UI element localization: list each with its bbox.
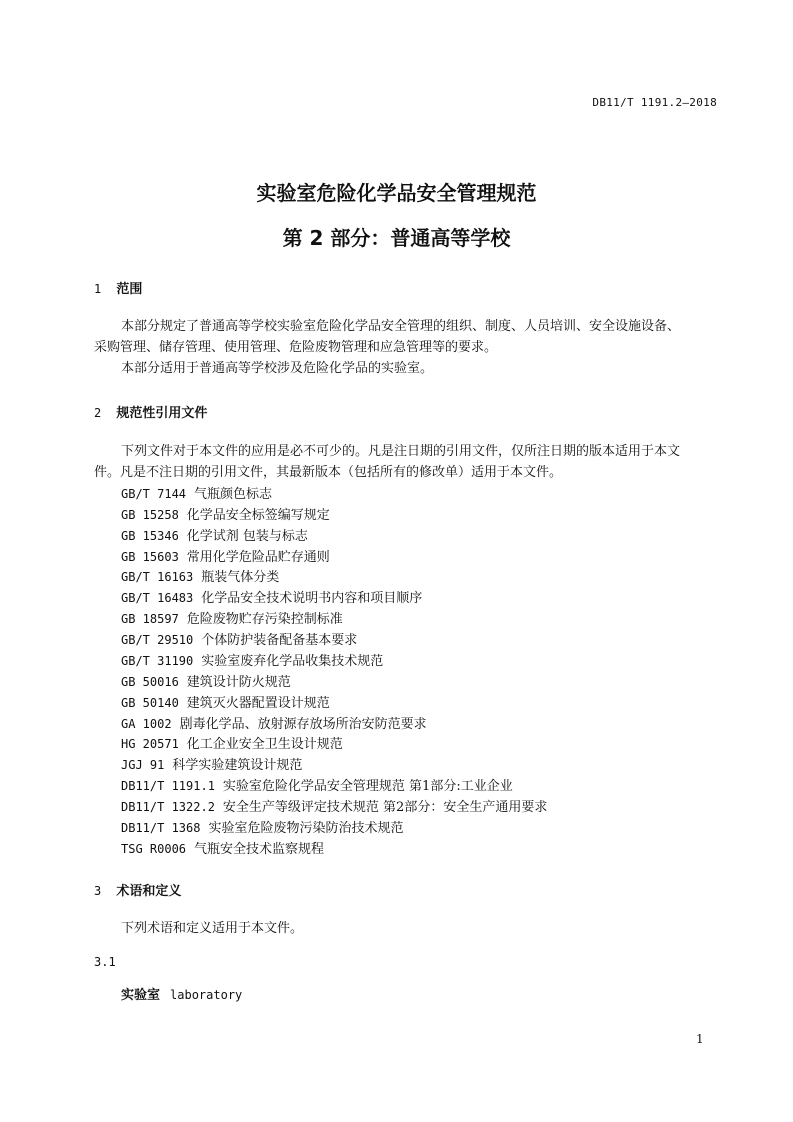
reference-item: [121, 483, 272, 502]
reference-item: [121, 817, 404, 836]
reference-item: [121, 629, 357, 648]
reference-item: [121, 566, 279, 585]
reference-item: [121, 754, 302, 773]
reference-item: [121, 525, 308, 544]
section-number: 2: [94, 406, 102, 420]
paragraph-line: 采购管理、储存管理、使用管理、危险废物管理和应急管理等的要求。: [94, 340, 498, 355]
reference-title: 建筑设计防火规范: [186, 675, 291, 690]
page-number: 1: [696, 1032, 704, 1046]
reference-code: GA 1002: [121, 717, 172, 731]
paragraph-line: 下列文件对于本文件的应用是必不可少的。凡是注日期的引用文件，仅所注日期的版本适用于本文: [121, 444, 681, 459]
reference-code: GB/T 31190: [121, 654, 194, 668]
reference-item: [121, 587, 422, 606]
reference-item: [121, 838, 324, 857]
reference-code: GB/T 7144: [121, 487, 187, 501]
reference-code: GB 15603: [121, 550, 179, 564]
reference-code: GB 50140: [121, 696, 179, 710]
reference-item: [121, 775, 513, 794]
standard-code: DB11/T 1191.2—2018: [592, 96, 717, 109]
reference-title: 个体防护装备配备基本要求: [201, 633, 358, 648]
section-1-heading: [94, 278, 142, 297]
reference-title: 建筑灭火器配置设计规范: [186, 696, 330, 711]
reference-code: GB 15258: [121, 508, 179, 522]
section-number: 1: [94, 282, 102, 296]
document-title: 实验室危险化学品安全管理规范: [256, 181, 537, 205]
reference-code: GB/T 29510: [121, 633, 194, 647]
reference-title: 化工企业安全卫生设计规范: [186, 737, 343, 752]
reference-title: 化学品安全技术说明书内容和项目顺序: [201, 591, 423, 606]
section-title: 术语和定义: [116, 884, 182, 899]
reference-title: 气瓶颜色标志: [194, 487, 273, 502]
reference-item: [121, 650, 383, 669]
reference-code: GB 15346: [121, 529, 179, 543]
reference-item: [121, 796, 547, 815]
reference-item: [121, 671, 291, 690]
reference-title: 实验室废弃化学品收集技术规范: [201, 654, 384, 669]
section-2-heading: [94, 402, 207, 421]
section-number: 3: [94, 884, 102, 898]
reference-code: JGJ 91: [121, 758, 165, 772]
reference-title: 化学品安全标签编写规定: [186, 508, 330, 523]
reference-item: [121, 733, 343, 752]
reference-title: 实验室危险化学品安全管理规范 第1部分:工业企业: [222, 779, 513, 794]
reference-item: [121, 504, 330, 523]
reference-code: GB 18597: [121, 612, 179, 626]
reference-title: 化学试剂 包装与标志: [186, 529, 308, 544]
paragraph-line: 本部分规定了普通高等学校实验室危险化学品安全管理的组织、制度、人员培训、安全设施设备、: [121, 319, 681, 334]
reference-code: HG 20571: [121, 737, 179, 751]
reference-title: 科学实验建筑设计规范: [172, 758, 303, 773]
document-subtitle: 第 2 部分：普通高等学校: [282, 226, 511, 250]
reference-title: 气瓶安全技术监察规程: [194, 842, 325, 857]
reference-title: 瓶装气体分类: [201, 570, 280, 585]
reference-title: 安全生产等级评定技术规范 第2部分：安全生产通用要求: [222, 800, 548, 815]
reference-item: [121, 546, 330, 565]
section-title: 规范性引用文件: [116, 406, 208, 421]
paragraph-line: 件。凡是不注日期的引用文件，其最新版本（包括所有的修改单）适用于本文件。: [94, 465, 563, 480]
reference-code: DB11/T 1368: [121, 821, 201, 835]
term-number: 3.1: [94, 955, 116, 969]
reference-item: [121, 608, 343, 627]
reference-title: 实验室危险废物污染防治技术规范: [208, 821, 404, 836]
reference-code: GB 50016: [121, 675, 179, 689]
section-title: 范围: [116, 282, 143, 297]
reference-code: GB/T 16163: [121, 570, 194, 584]
reference-item: [121, 713, 427, 732]
reference-title: 危险废物贮存污染控制标准: [186, 612, 343, 627]
reference-code: DB11/T 1322.2: [121, 800, 215, 814]
reference-code: GB/T 16483: [121, 591, 194, 605]
paragraph-line: 本部分适用于普通高等学校涉及危险化学品的实验室。: [121, 361, 434, 376]
reference-item: [121, 692, 330, 711]
reference-code: TSG R0006: [121, 842, 187, 856]
section-3-heading: [94, 880, 181, 899]
reference-code: DB11/T 1191.1: [121, 779, 215, 793]
reference-title: 剧毒化学品、放射源存放场所治安防范要求: [179, 717, 427, 732]
term-entry: [121, 984, 242, 1003]
reference-title: 常用化学危险品贮存通则: [186, 550, 330, 565]
term-english: laboratory: [170, 988, 243, 1002]
paragraph-line: 下列术语和定义适用于本文件。: [121, 921, 304, 936]
term-chinese: 实验室: [121, 988, 161, 1003]
